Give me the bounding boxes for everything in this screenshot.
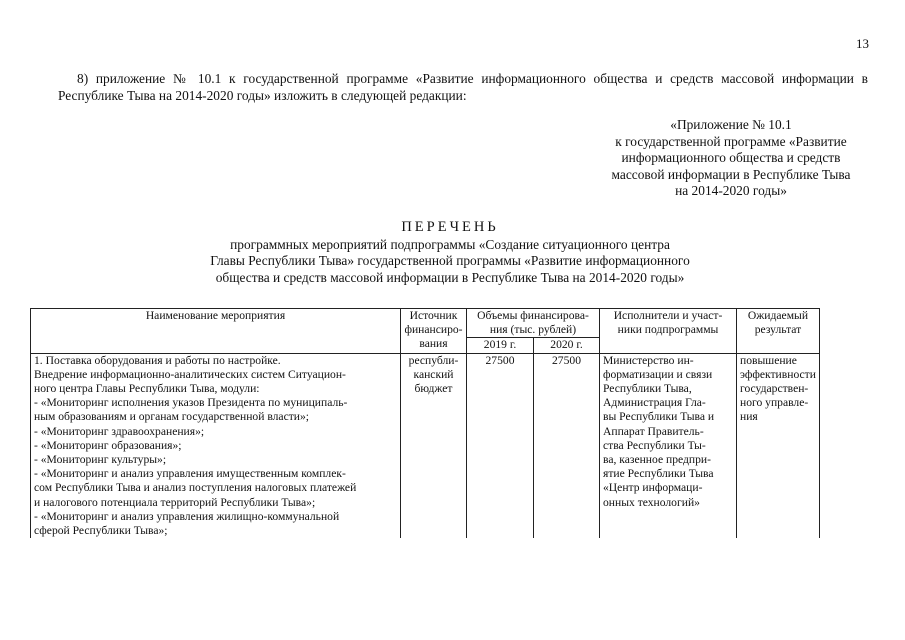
header-source-line: вания <box>419 337 448 351</box>
cell-name-line: - «Мониторинг и анализ управления имущественным комплек- <box>34 467 346 481</box>
header-volume <box>467 309 600 338</box>
cell-executors-line: ва, казенное предпри- <box>603 453 711 467</box>
cell-result-line: эффективности <box>740 367 816 381</box>
header-year-2019: 2019 г. <box>467 338 534 353</box>
header-result <box>737 309 820 354</box>
table-row <box>31 353 820 538</box>
cell-name-line: Внедрение информационно-аналитических систем Ситуацион- <box>34 367 346 381</box>
header-source <box>401 309 467 354</box>
cell-source-line: республи- <box>408 353 459 367</box>
header-executors-line: Исполнители и участ- <box>613 309 723 322</box>
cell-result-line: ния <box>740 410 758 424</box>
heading-line: Главы Республики Тыва» государственной программы «Развитие информационного <box>210 253 690 268</box>
cell-name-line: - «Мониторинг здравоохранения»; <box>34 424 205 438</box>
cell-result <box>737 353 820 538</box>
header-executors-line: ники подпрограммы <box>617 323 719 337</box>
cell-value-2019: 27500 <box>467 353 534 538</box>
cell-executors-line: «Центр информаци- <box>603 481 703 495</box>
cell-executors-line: Аппарат Правитель- <box>603 424 704 438</box>
header-year-2020: 2020 г. <box>534 338 600 353</box>
heading-title: ПЕРЕЧЕНЬ <box>401 219 499 235</box>
cell-source-line: бюджет <box>414 382 453 396</box>
cell-executors-line: Республики Тыва, <box>603 382 692 396</box>
header-result-line: Ожидаемый <box>747 309 809 322</box>
cell-result-line: государствен- <box>740 382 809 396</box>
cell-source <box>401 353 467 538</box>
heading-line: общества и средств массовой информации в Республике Тыва на 2014-2020 годы» <box>215 269 685 285</box>
appendix-reference <box>596 117 866 200</box>
cell-name <box>31 353 401 538</box>
cell-result-line: повышение <box>740 353 797 367</box>
cell-executors-line: форматизации и связи <box>603 367 713 381</box>
intro-paragraph: 8) приложение № 10.1 к государственной программе «Развитие информационного общества и средств массовой информации в Республике Тыва на 2014-2020 годы» изложить в следующей редакции: <box>58 71 868 103</box>
cell-executors-line: онных технологий» <box>603 495 700 509</box>
cell-name-line: - «Мониторинг исполнения указов Президента по муниципаль- <box>34 396 348 410</box>
header-name <box>31 309 401 354</box>
appendix-line: на 2014-2020 годы» <box>675 183 787 198</box>
appendix-line: «Приложение № 10.1 <box>670 117 792 132</box>
header-source-line: финансиро- <box>404 323 463 337</box>
cell-name-line: - «Мониторинг образования»; <box>34 438 182 452</box>
header-executors <box>600 309 737 354</box>
header-source-line: Источник <box>409 309 458 322</box>
cell-executors <box>600 353 737 538</box>
cell-name-line: ным образованиям и органам государственной власти»; <box>34 410 310 424</box>
header-volume-line: ния (тыс. рублей) <box>489 323 577 337</box>
page-number: 13 <box>856 36 869 51</box>
cell-name-line: и налогового потенциала территорий Республики Тыва»; <box>34 495 316 509</box>
cell-executors-line: ятие Республики Тыва <box>603 467 714 481</box>
appendix-line: массовой информации в Республике Тыва <box>611 166 851 182</box>
cell-name-line: сферой Республики Тыва»; <box>34 524 168 538</box>
cell-executors-line: ства Республики Ты- <box>603 438 706 452</box>
cell-result-line: ного управле- <box>740 396 809 410</box>
list-heading <box>120 219 780 286</box>
measures-table <box>30 308 820 538</box>
cell-value-2020: 27500 <box>534 353 600 538</box>
header-volume-line: Объемы финансирова- <box>477 309 589 322</box>
cell-source-line: канский <box>413 367 454 381</box>
cell-name-line: - «Мониторинг и анализ управления жилищно-коммунальной <box>34 509 340 523</box>
cell-executors-line: вы Республики Тыва и <box>603 410 715 424</box>
cell-name-line: ного центра Главы Республики Тыва, модули: <box>34 382 260 396</box>
appendix-line: информационного общества и средств <box>621 150 841 165</box>
appendix-line: к государственной программе «Развитие <box>615 133 847 149</box>
cell-name-line: сом Республики Тыва и анализ поступления налоговых платежей <box>34 481 357 495</box>
cell-executors-line: Министерство ин- <box>603 353 694 367</box>
cell-executors-line: Администрация Гла- <box>603 396 706 410</box>
cell-name-line: 1. Поставка оборудования и работы по настройке. <box>34 353 281 367</box>
heading-line: программных мероприятий подпрограммы «Создание ситуационного центра <box>230 236 670 252</box>
header-name-label: Наименование мероприятия <box>145 309 286 322</box>
header-result-line: результат <box>754 323 802 337</box>
cell-name-line: - «Мониторинг культуры»; <box>34 453 167 467</box>
